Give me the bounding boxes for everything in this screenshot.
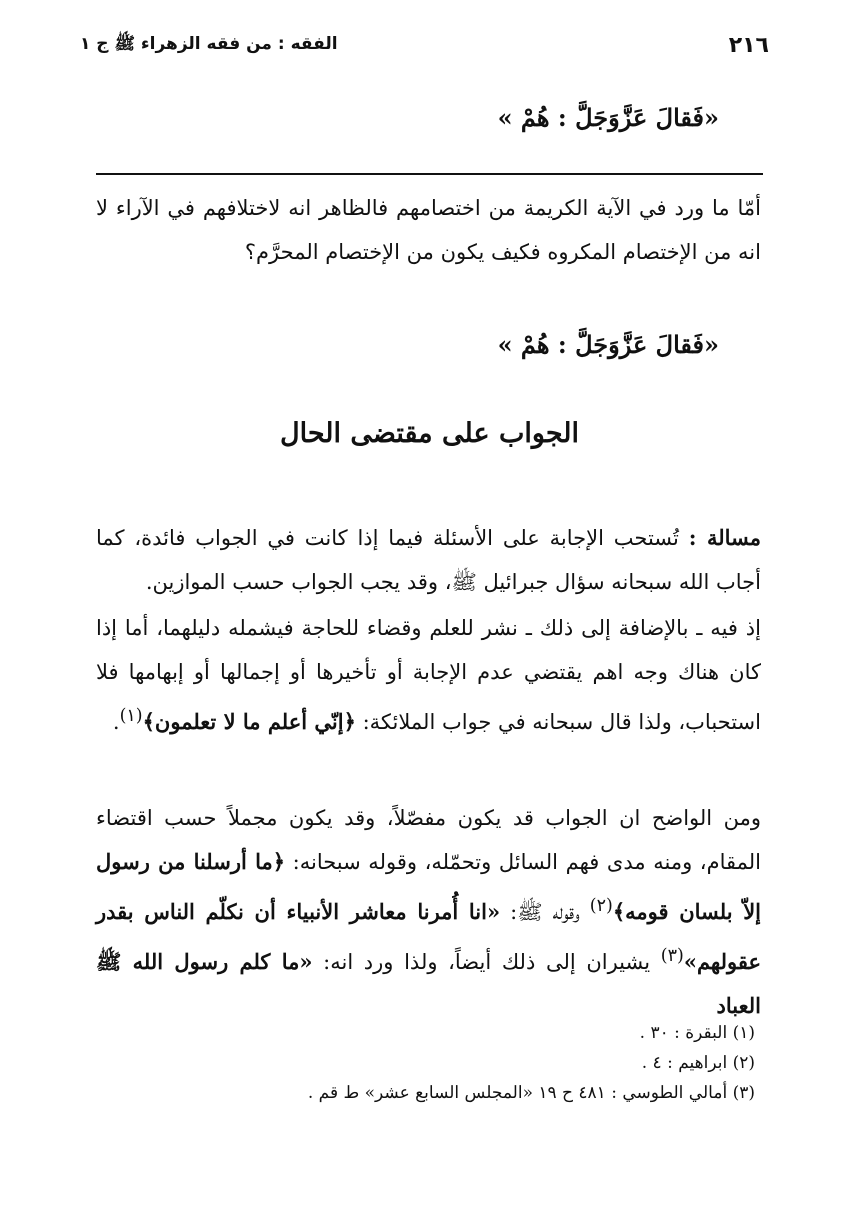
wadih-part1: ومن الواضح ان الجواب قد يكون مفصّلاً، وقد يكون مجملاً حسب اقتضاء المقام، ومنه مدى فهم السائل وتحمّله، وقوله سبحانه: [96, 806, 761, 874]
quran-verse-2: ﴿ما أرسلنا من رسول إلاّ بلسان قومه﴾ [96, 849, 762, 924]
hadith-2: «ما كلم رسول الله ﷺ العباد [96, 949, 761, 1018]
explanation-paragraph [96, 606, 761, 744]
footnote-ref-2: (٢) [589, 896, 613, 916]
footnote-ref-3: (٣) [660, 946, 684, 966]
page-number: ٢١٦ [728, 32, 769, 58]
book-title: الفقه : من فقه الزهراء ﷺ ج ١ [80, 33, 338, 54]
quote-top: «فَقالَ عَزَّوَجَلَّ : هُمْ » [497, 103, 719, 132]
footnote-3: (٣) أمالي الطوسي : ٤٨١ ح ١٩ «المجلس السابع عشر» ط قم . [307, 1083, 755, 1103]
masala-text: تُستحب الإجابة على الأسئلة فيما إذا كانت في الجواب فائدة، كما أجاب الله سبحانه سؤال جبرائيل ﷺ، وقد يجب الجواب حسب الموازين. [96, 526, 761, 594]
masala-paragraph [96, 516, 761, 604]
explanation-end: . [112, 710, 120, 734]
masala-label: مسالة : [688, 525, 761, 550]
commentary-paragraph: أمّا ما ورد في الآية الكريمة من اختصامهم فالظاهر انه لاختلافهم في الآراء لا انه من الإختصام المكروه فكيف يكون من الإختصام المحرَّم؟ [96, 196, 761, 264]
quote-repeat: «فَقالَ عَزَّوَجَلَّ : هُمْ » [497, 330, 719, 359]
quran-verse-1: ﴿إنّي أعلم ما لا تعلمون﴾ [142, 709, 356, 734]
wadih-paragraph [96, 796, 761, 1028]
footnote-1: (١) البقرة : ٣٠ . [639, 1023, 755, 1043]
explanation-text: إذ فيه ـ بالإضافة إلى ذلك ـ نشر للعلم وقضاء للحاجة فيشمله دليلهما، أما إذا كان هناك وجه اهم يقتضي عدم الإجابة أو تأخيرها أو إجمالها أو إبهامها فلا استحباب، ولذا قال سبحانه في جواب الملائكة: [96, 616, 761, 734]
wadih-part3: يشيران إلى ذلك أيضاً، ولذا ورد انه: [312, 950, 661, 974]
separator-rule [96, 173, 763, 175]
section-heading: الجواب على مقتضى الحال [280, 418, 579, 449]
footnote-ref-1: (١) [119, 706, 143, 726]
footnote-2: (٢) ابراهيم : ٤ . [641, 1053, 755, 1073]
hadith-1: «انا أُمرنا معاشر الأنبياء أن نكلّم الناس بقدر عقولهم» [96, 899, 761, 974]
wadih-part2: وقوله ﷺ: [500, 900, 590, 924]
running-header [80, 30, 769, 60]
footnotes [96, 1018, 755, 1108]
